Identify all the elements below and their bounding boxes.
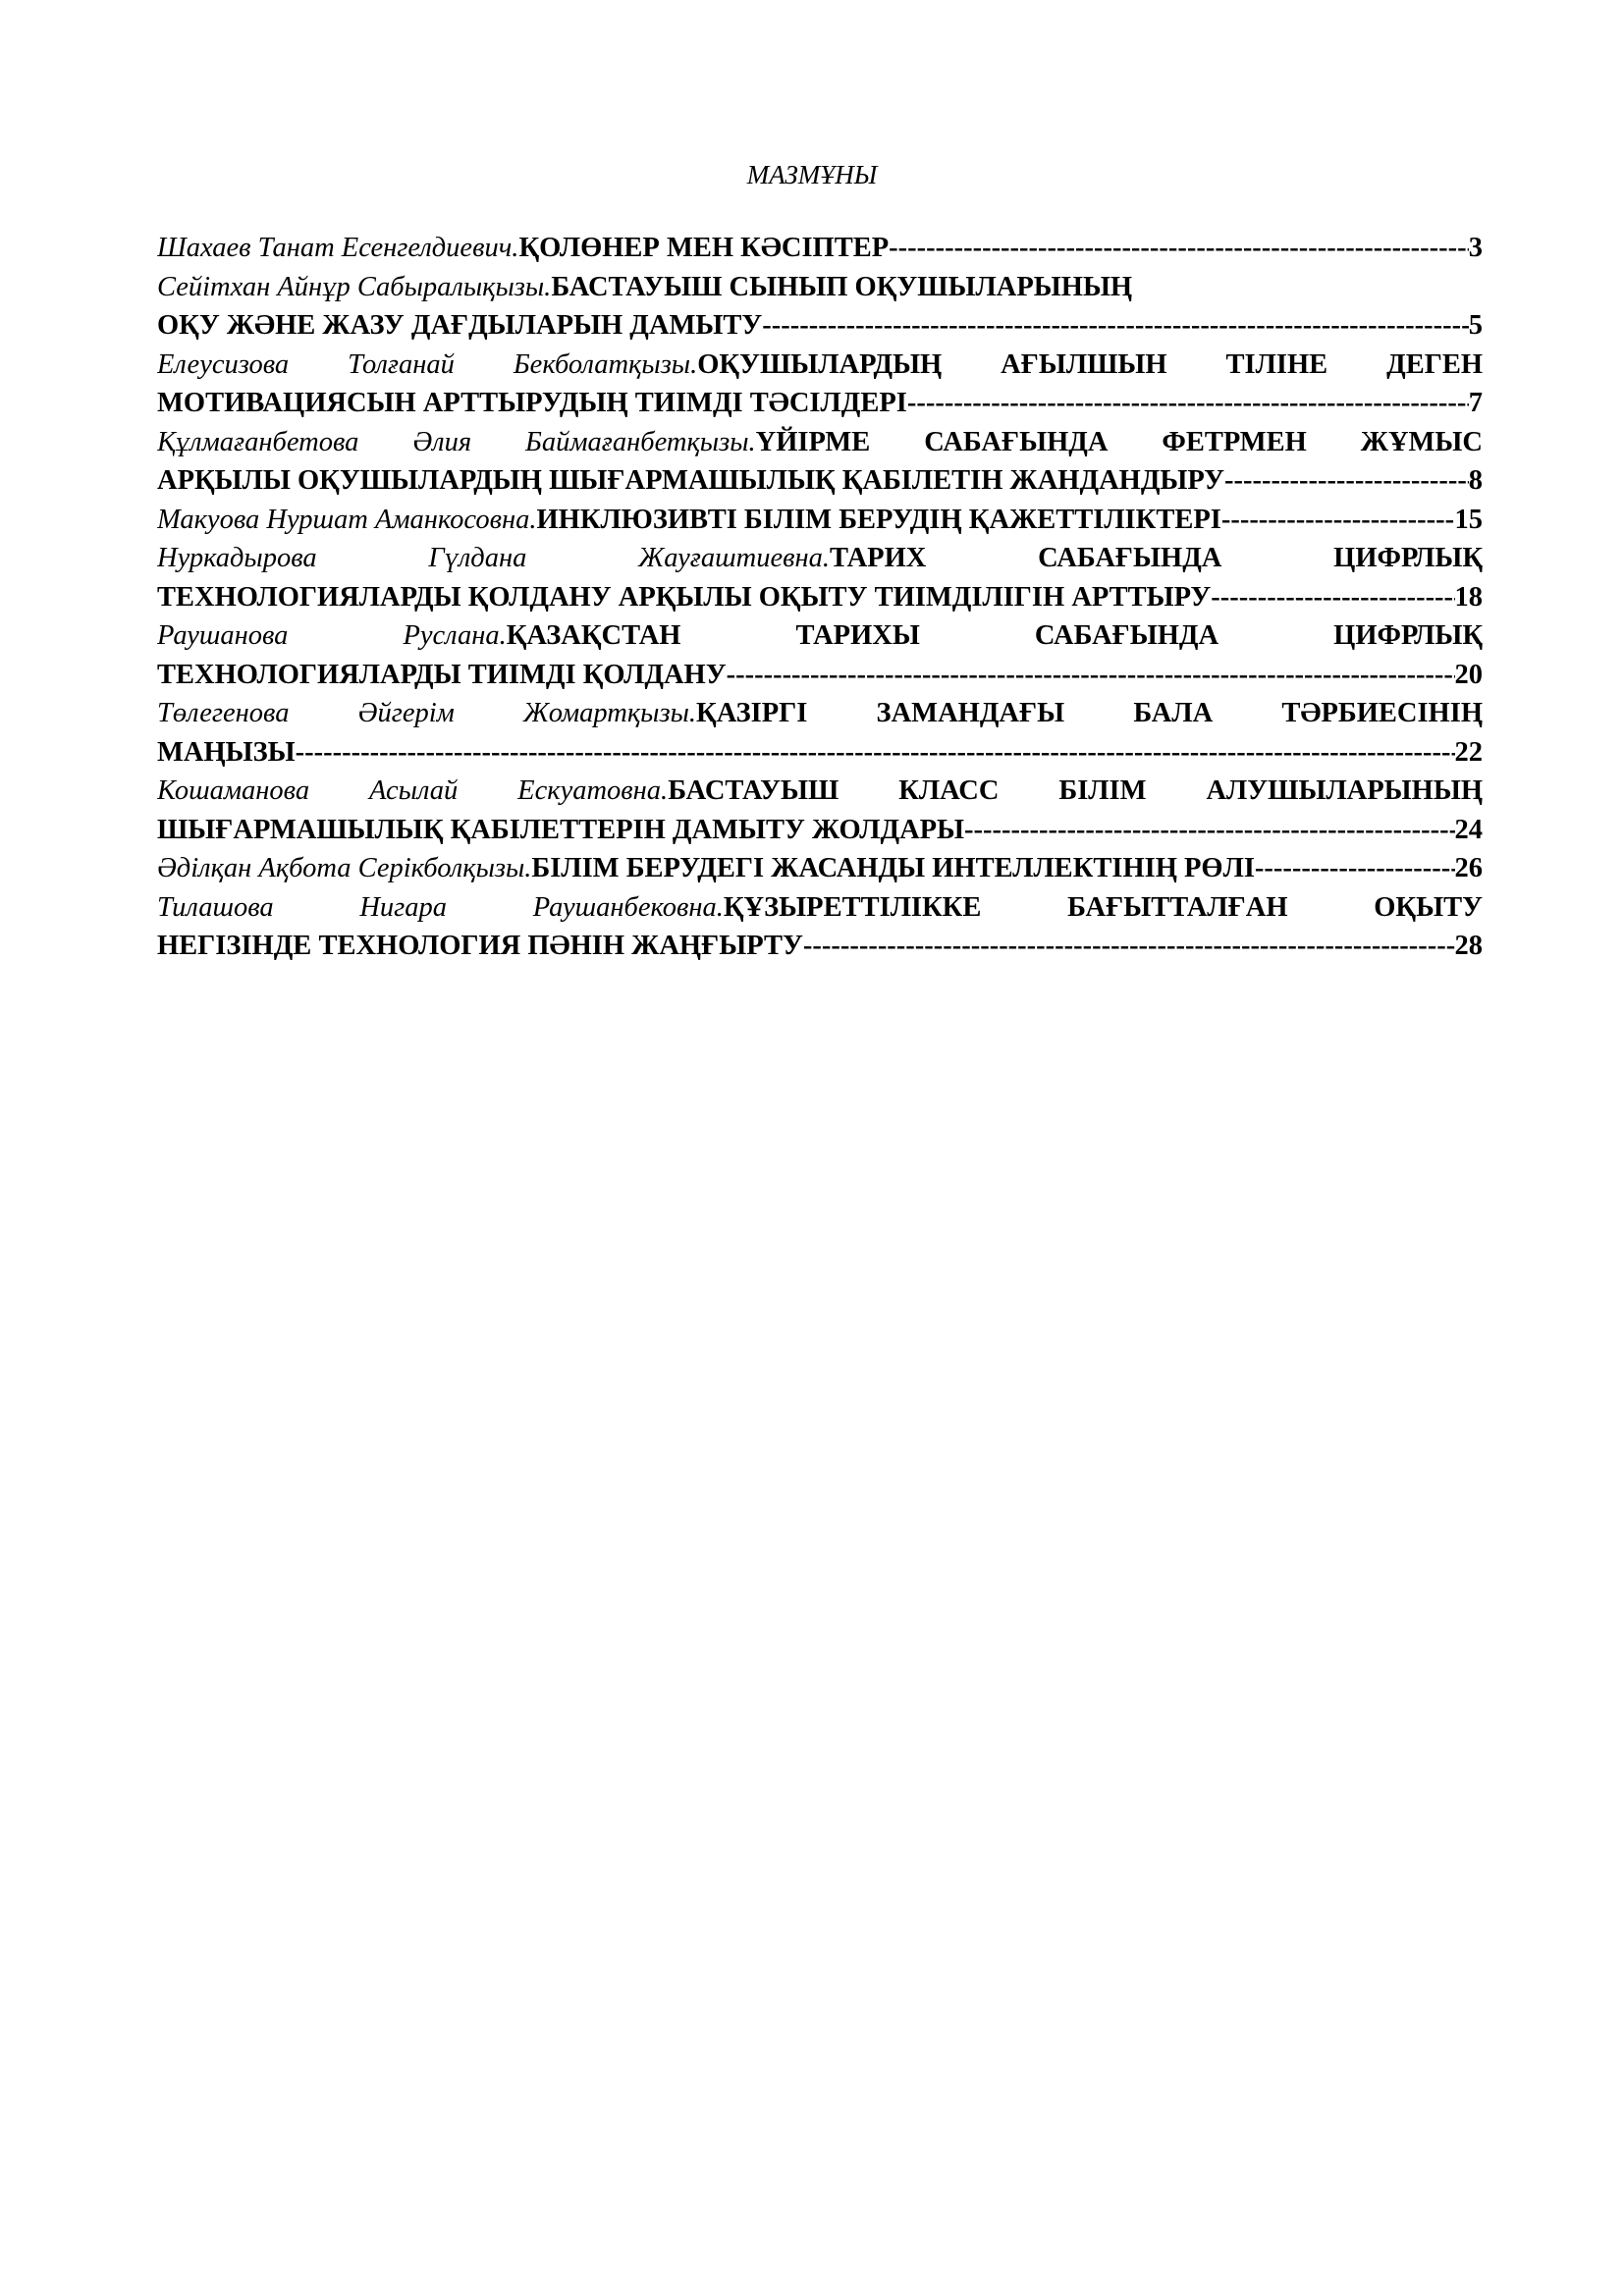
toc-entry-continuation — [157, 811, 1483, 850]
toc-title: ҚАЗАҚСТАН ТАРИХЫ САБАҒЫНДА ЦИФРЛЫҚ — [506, 620, 1483, 651]
toc-entry — [157, 539, 1483, 578]
dot-leader — [889, 229, 1469, 268]
toc-page-number: 8 — [1468, 465, 1483, 496]
toc-author: Раушанова Руслана. — [157, 620, 507, 651]
toc-author: Төлегенова Әйгерім Жомартқызы. — [157, 698, 697, 728]
toc-title: ҮЙІРМЕ САБАҒЫНДА ФЕТРМЕН ЖҰМЫС — [755, 426, 1483, 457]
toc-page-number: 3 — [1468, 233, 1483, 263]
dot-leader — [762, 306, 1468, 346]
dot-leader — [907, 384, 1469, 423]
toc-entry-continuation — [157, 656, 1483, 695]
toc-entry-continuation — [157, 461, 1483, 501]
toc-entry — [157, 346, 1483, 385]
dot-leader — [803, 927, 1455, 966]
dot-leader — [296, 733, 1455, 773]
toc-author: Құлмағанбетова Әлия Баймағанбетқызы. — [157, 426, 756, 457]
toc-author: Нуркадырова Гүлдана Жауғаштиевна. — [157, 543, 831, 573]
toc-author: Сейітхан Айнұр Сабыралықызы. — [157, 271, 552, 302]
toc-page-number: 5 — [1468, 310, 1483, 341]
toc-title-continuation: ТЕХНОЛОГИЯЛАРДЫ ТИІМДІ ҚОЛДАНУ — [157, 659, 727, 690]
dot-leader — [1211, 578, 1454, 617]
toc-title: ОҚУШЫЛАРДЫҢ АҒЫЛШЫН ТІЛІНЕ ДЕГЕН — [697, 348, 1483, 380]
toc-entry — [157, 888, 1483, 928]
toc-title: ҚОЛӨНЕР МЕН КӘСІПТЕР — [518, 233, 890, 263]
toc-page-number: 26 — [1454, 853, 1483, 883]
page-title: МАЗМҰНЫ — [746, 160, 878, 189]
toc-page-number: 18 — [1454, 581, 1483, 613]
toc-page-number: 24 — [1454, 814, 1483, 845]
toc-author: Елеусизова Толғанай Бекболатқызы. — [157, 348, 698, 380]
toc-entry-continuation — [157, 384, 1483, 423]
toc-title: ИНКЛЮЗИВТІ БІЛІМ БЕРУДІҢ ҚАЖЕТТІЛІКТЕРІ — [536, 504, 1221, 535]
dot-leader — [964, 811, 1454, 850]
toc-title: БАСТАУЫШ КЛАСС БІЛІМ АЛУШЫЛАРЫНЫҢ — [668, 775, 1483, 806]
toc-page-number: 22 — [1454, 736, 1483, 768]
toc-page-number: 7 — [1468, 388, 1483, 418]
toc-title-continuation: ШЫҒАРМАШЫЛЫҚ ҚАБІЛЕТТЕРІН ДАМЫТУ ЖОЛДАРЫ — [157, 814, 965, 845]
dot-leader — [727, 656, 1455, 695]
toc-entry-continuation — [157, 733, 1483, 773]
table-of-contents — [157, 229, 1483, 966]
toc-title-continuation: МАҢЫЗЫ — [157, 736, 296, 768]
toc-entry-continuation — [157, 578, 1483, 617]
toc-page-number: 20 — [1454, 659, 1483, 690]
dot-leader — [1255, 849, 1455, 888]
toc-author: Әділқан Ақбота Серікболқызы. — [157, 853, 532, 883]
toc-entry-continuation — [157, 306, 1483, 346]
toc-entry — [157, 501, 1483, 540]
dot-leader — [1221, 501, 1455, 540]
toc-entry — [157, 423, 1483, 462]
toc-entry — [157, 849, 1483, 888]
toc-title: ҚҰЗЫРЕТТІЛІККЕ БАҒЫТТАЛҒАН ОҚЫТУ — [723, 891, 1483, 923]
toc-entry — [157, 772, 1483, 811]
toc-entry-continuation — [157, 927, 1483, 966]
toc-author: Кошаманова Асылай Ескуатовна. — [157, 775, 669, 806]
toc-title: БАСТАУЫШ СЫНЫП ОҚУШЫЛАРЫНЫҢ — [551, 271, 1133, 302]
toc-title: ҚАЗІРГІ ЗАМАНДАҒЫ БАЛА ТӘРБИЕСІНІҢ — [696, 698, 1483, 728]
toc-title-continuation: ТЕХНОЛОГИЯЛАРДЫ ҚОЛДАНУ АРҚЫЛЫ ОҚЫТУ ТИІМДІЛІГІН АРТТЫРУ — [157, 581, 1212, 613]
toc-title-continuation: АРҚЫЛЫ ОҚУШЫЛАРДЫҢ ШЫҒАРМАШЫЛЫҚ ҚАБІЛЕТІН ЖАНДАНДЫРУ — [157, 465, 1225, 496]
toc-entry — [157, 268, 1483, 307]
toc-title: ТАРИХ САБАҒЫНДА ЦИФРЛЫҚ — [830, 543, 1483, 573]
toc-page-number: 28 — [1454, 931, 1483, 961]
toc-entry — [157, 616, 1483, 656]
toc-page-number: 15 — [1454, 504, 1483, 535]
toc-title-continuation: НЕГІЗІНДЕ ТЕХНОЛОГИЯ ПӘНІН ЖАҢҒЫРТУ — [157, 931, 803, 961]
toc-entry — [157, 694, 1483, 733]
toc-author: Тилашова Нигара Раушанбековна. — [157, 891, 724, 923]
toc-author: Шахаев Танат Есенгелдиевич. — [157, 233, 519, 263]
toc-title: БІЛІМ БЕРУДЕГІ ЖАСАНДЫ ИНТЕЛЛЕКТІНІҢ РӨЛІ — [531, 853, 1255, 883]
toc-author: Макуова Нуршат Аманкосовна. — [157, 504, 537, 535]
toc-title-continuation: ОҚУ ЖӘНЕ ЖАЗУ ДАҒДЫЛАРЫН ДАМЫТУ — [157, 310, 763, 341]
toc-title-continuation: МОТИВАЦИЯСЫН АРТТЫРУДЫҢ ТИІМДІ ТӘСІЛДЕРІ — [157, 388, 907, 418]
toc-entry — [157, 229, 1483, 268]
dot-leader — [1224, 461, 1469, 501]
